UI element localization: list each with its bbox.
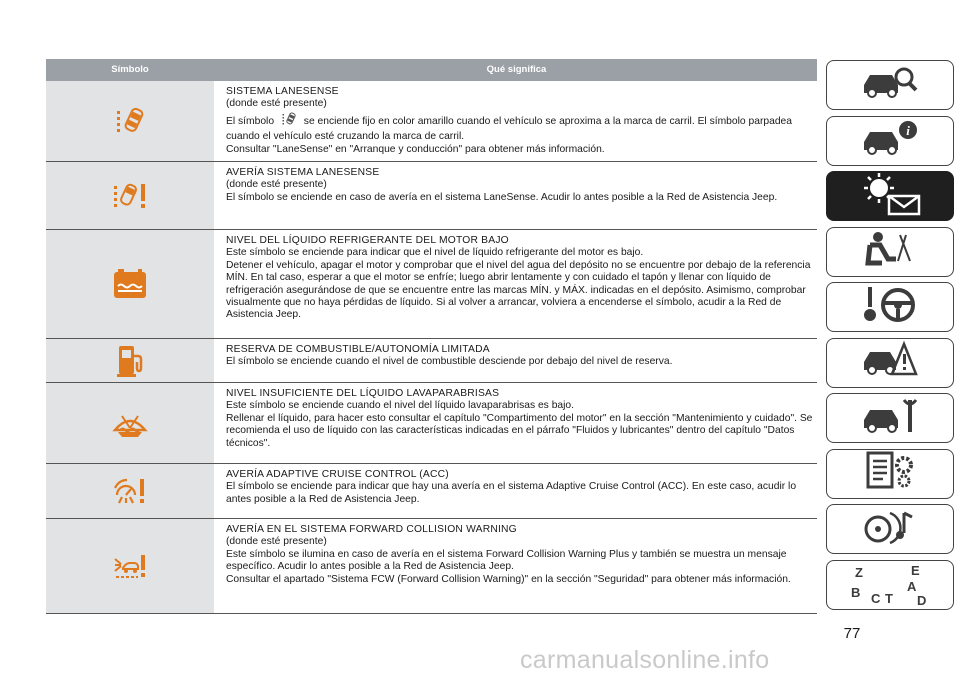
row-description bbox=[214, 162, 817, 229]
index-letter: D bbox=[917, 592, 927, 608]
row-text: El símbolo se enciende cuando el nivel de combustible desciende por debajo del nivel de reserva. bbox=[226, 356, 673, 368]
fcw-fault-icon bbox=[46, 519, 214, 613]
chapter-tabs bbox=[826, 60, 956, 615]
row-title: AVERÍA SISTEMA LANESENSE bbox=[226, 167, 380, 178]
chapter-tab-7[interactable] bbox=[826, 393, 954, 443]
chapter-tab-2[interactable] bbox=[826, 116, 954, 166]
table-row bbox=[46, 519, 817, 614]
table-header bbox=[46, 59, 817, 81]
index-letter: B bbox=[851, 584, 861, 600]
header-meaning: Qué significa bbox=[486, 64, 547, 75]
table-row bbox=[46, 81, 817, 162]
index-letter: C bbox=[871, 590, 881, 606]
acc-fault-icon bbox=[46, 464, 214, 518]
row-text: Consultar "LaneSense" en "Arranque y conducción" para obtener más información. bbox=[226, 143, 605, 155]
row-title: NIVEL DEL LÍQUIDO REFRIGERANTE DEL MOTOR BAJO bbox=[226, 235, 509, 246]
index-letter: E bbox=[911, 562, 920, 578]
row-text: Este símbolo se ilumina en caso de avería en el sistema Forward Collision Warning Plus y también se muestra un mensaje específico. Acudir lo antes posible a la Red de Asistencia Jeep. bbox=[226, 548, 787, 573]
row-title: RESERVA DE COMBUSTIBLE/AUTONOMÍA LIMITADA bbox=[226, 344, 490, 355]
chapter-tab-3[interactable] bbox=[826, 171, 954, 221]
key-steering-wheel-icon bbox=[860, 285, 920, 330]
row-title: NIVEL INSUFICIENTE DEL LÍQUIDO LAVAPARABRISAS bbox=[226, 388, 500, 399]
table-row bbox=[46, 162, 817, 230]
chapter-tab-1[interactable] bbox=[826, 60, 954, 110]
row-text: Este símbolo se enciende para indicar que el nivel de líquido refrigerante del motor es bajo. bbox=[226, 247, 644, 259]
car-wrench-icon bbox=[860, 396, 920, 441]
row-title: AVERÍA EN EL SISTEMA FORWARD COLLISION WARNING bbox=[226, 524, 517, 535]
index-letter: A bbox=[907, 578, 917, 594]
row-text: (donde esté presente) bbox=[226, 98, 327, 110]
table-row bbox=[46, 230, 817, 339]
row-title: SISTEMA LANESENSE bbox=[226, 86, 339, 97]
index-letter: Z bbox=[855, 564, 863, 580]
lanesense-icon bbox=[46, 81, 214, 161]
row-title: AVERÍA ADAPTIVE CRUISE CONTROL (ACC) bbox=[226, 469, 449, 480]
chapter-tab-9[interactable] bbox=[826, 504, 954, 554]
row-text: (donde esté presente) bbox=[226, 536, 327, 548]
row-description bbox=[214, 383, 817, 463]
airbag-seat-icon bbox=[860, 229, 920, 274]
row-text: El símbolo se enciende para indicar que hay una avería en el sistema Adaptive Cruise Control (ACC). En este caso, acudir lo antes posible a la Red de Asistencia Jeep. bbox=[226, 481, 797, 505]
row-description bbox=[214, 519, 817, 613]
row-text: Rellenar el líquido, para hacer esto consultar el capítulo "Compartimento del motor" en la sección "Mantenimiento y cuidado". Se recomienda el uso de líquido con las características indicadas en el párrafo "Fluidos y lubricantes" dentro del capítulo "Datos técnicos". bbox=[226, 412, 813, 449]
row-text: El símbolo se enciende fijo en color amarillo cuando el vehículo se aproxima a la marca de carril. El símbolo parpadea cuando el vehículo esté cruzando la marca de carril. bbox=[226, 111, 817, 144]
chapter-tab-6[interactable] bbox=[826, 338, 954, 388]
table-row bbox=[46, 383, 817, 464]
row-text: Detener el vehículo, apagar el motor y comprobar que el nivel del agua del depósito no se encuentre por debajo de la referencia MÍN. En tal caso, esperar a que el motor se enfríe; luego abrir lentamente y con cuidado el tapón y llenar con líquido de refrigeración asegurándose de que se encuentre entre las marcas MÍN. y MÁX. indicadas en el depósito. Asimismo, comprobar visualmente que no haya pérdidas de líquido. Si al volver a arrancar, volviera a encenderse el símbolo, acudir a la Red de Asistencia Jeep. bbox=[226, 259, 811, 321]
table-row bbox=[46, 464, 817, 519]
watermark: carmanualsonline.info bbox=[520, 646, 770, 674]
index-letter: T bbox=[885, 590, 893, 606]
car-search-icon bbox=[860, 63, 920, 108]
warning-light-message-icon bbox=[855, 172, 925, 221]
multimedia-icon bbox=[860, 507, 920, 552]
lanesense-inline-icon bbox=[281, 111, 297, 131]
row-text: El símbolo se enciende en caso de avería en el sistema LaneSense. Acudir lo antes posible a la Red de Asistencia Jeep. bbox=[226, 191, 778, 203]
row-text: Consultar el apartado "Sistema FCW (Forward Collision Warning)" en la sección "Seguridad" para obtener más información. bbox=[226, 573, 791, 585]
row-description bbox=[214, 339, 817, 382]
row-description bbox=[214, 81, 817, 161]
svg-text:i: i bbox=[906, 123, 910, 138]
table-row bbox=[46, 339, 817, 383]
warning-lights-table bbox=[46, 59, 817, 614]
chapter-tab-10[interactable] bbox=[826, 560, 954, 610]
lanesense-fault-icon bbox=[46, 162, 214, 229]
chapter-tab-8[interactable] bbox=[826, 449, 954, 499]
fuel-reserve-icon bbox=[46, 339, 214, 382]
alphabetical-index-icon bbox=[845, 563, 935, 607]
row-text: Este símbolo se enciende cuando el nivel del líquido lavaparabrisas es bajo. bbox=[226, 400, 575, 412]
specs-gear-icon bbox=[860, 451, 920, 496]
washer-fluid-icon bbox=[46, 383, 214, 463]
car-crash-warning-icon bbox=[860, 340, 920, 385]
chapter-tab-5[interactable] bbox=[826, 282, 954, 332]
page-number: 77 bbox=[843, 625, 861, 642]
row-description bbox=[214, 464, 817, 518]
header-symbol: Símbolo bbox=[111, 64, 149, 75]
row-description bbox=[214, 230, 817, 338]
chapter-tab-4[interactable] bbox=[826, 227, 954, 277]
coolant-level-icon bbox=[46, 230, 214, 338]
car-info-icon bbox=[860, 118, 920, 163]
row-text: (donde esté presente) bbox=[226, 179, 327, 191]
